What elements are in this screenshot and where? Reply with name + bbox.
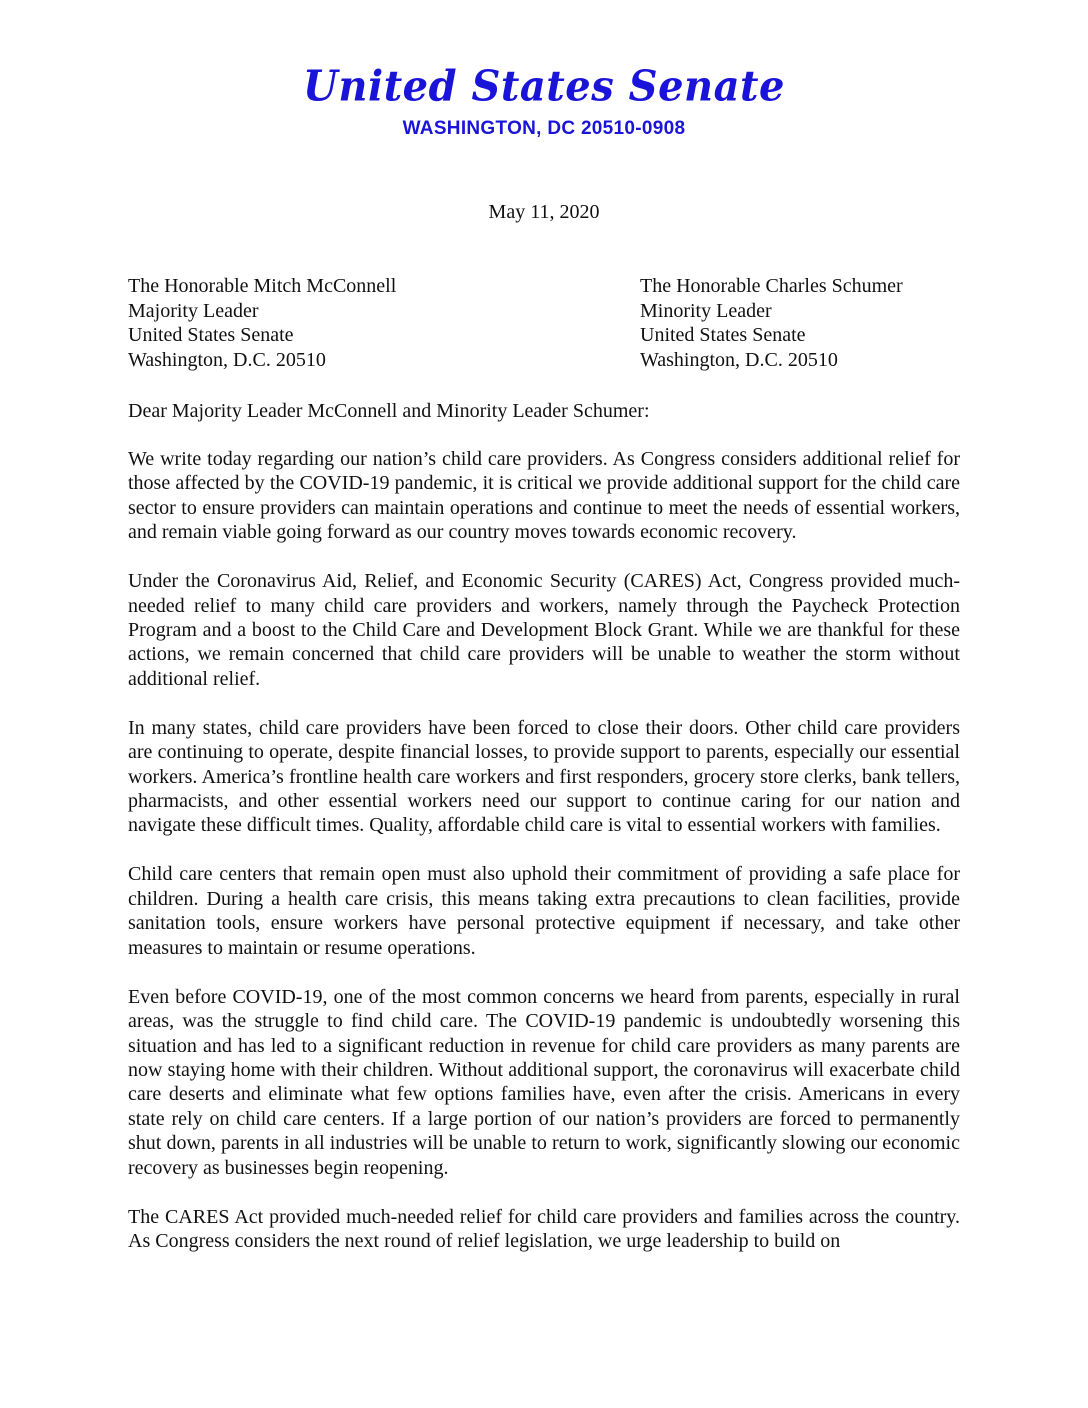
recipient-title: Majority Leader — [128, 299, 259, 322]
letter-body — [128, 447, 960, 1278]
body-paragraph: Child care centers that remain open must also uphold their commitment of providing a safe place for children. During a health care crisis, this means taking extra precautions to clean facilities, provide sanitation tools, ensure workers have personal protective equipment if necessary, and take other measures to maintain or resume operations. — [128, 863, 960, 959]
body-paragraph: In many states, child care providers have been forced to close their doors. Other child care providers are continuing to operate, despite financial losses, to provide support to parents, especially our essential workers. America’s frontline health care workers and first responders, grocery store clerks, bank tellers, pharmacists, and other essential workers need our support to continue caring for our nation and navigate these difficult times. Quality, affordable child care is vital to essential workers with families. — [128, 716, 960, 837]
recipient-name: The Honorable Charles Schumer — [640, 275, 903, 297]
body-paragraph: Even before COVID-19, one of the most common concerns we heard from parents, especially in rural areas, was the struggle to find child care. The COVID-19 pandemic is undoubtedly worsening this situation and has led to a significant reduction in revenue for child care providers as many parents are now staying home with their children. Without additional support, the coronavirus will exacerbate child care deserts and eliminate what few options families have, even after the crisis. Americans in every state rely on child care centers. If a large portion of our nation’s providers are forced to permanently shut down, parents in all industries will be unable to return to work, significantly slowing our economic recovery as businesses begin reopening. — [128, 985, 960, 1179]
recipient-city: Washington, D.C. 20510 — [640, 348, 838, 371]
recipient-name: The Honorable Mitch McConnell — [128, 275, 397, 297]
recipient-title: Minority Leader — [640, 299, 772, 322]
recipient-address-schumer — [640, 274, 903, 372]
recipient-org: United States Senate — [128, 324, 294, 346]
recipient-org: United States Senate — [640, 324, 806, 346]
recipient-city: Washington, D.C. 20510 — [128, 348, 326, 371]
recipient-address-mcconnell — [128, 274, 396, 372]
letter-date: May 11, 2020 — [488, 201, 600, 223]
salutation: Dear Majority Leader McConnell and Minority Leader Schumer: — [128, 400, 650, 422]
body-paragraph: The CARES Act provided much-needed relief for child care providers and families across the country. As Congress considers the next round of relief legislation, we urge leadership to build on — [128, 1205, 960, 1252]
body-paragraph: We write today regarding our nation’s child care providers. As Congress considers additional relief for those affected by the COVID-19 pandemic, it is critical we provide additional support for the child care sector to ensure providers can maintain operations and continue to meet the needs of essential workers, and remain viable going forward as our country moves towards economic recovery. — [128, 448, 960, 544]
body-paragraph: Under the Coronavirus Aid, Relief, and Economic Security (CARES) Act, Congress provided much-needed relief to many child care providers and workers, namely through the Paycheck Protection Program and a boost to the Child Care and Development Block Grant. While we are thankful for these actions, we remain concerned that child care providers will be unable to weather the storm without additional relief. — [128, 570, 960, 690]
letterhead-title: United States Senate — [303, 61, 785, 112]
letterhead-address: WASHINGTON, DC 20510-0908 — [402, 118, 686, 139]
